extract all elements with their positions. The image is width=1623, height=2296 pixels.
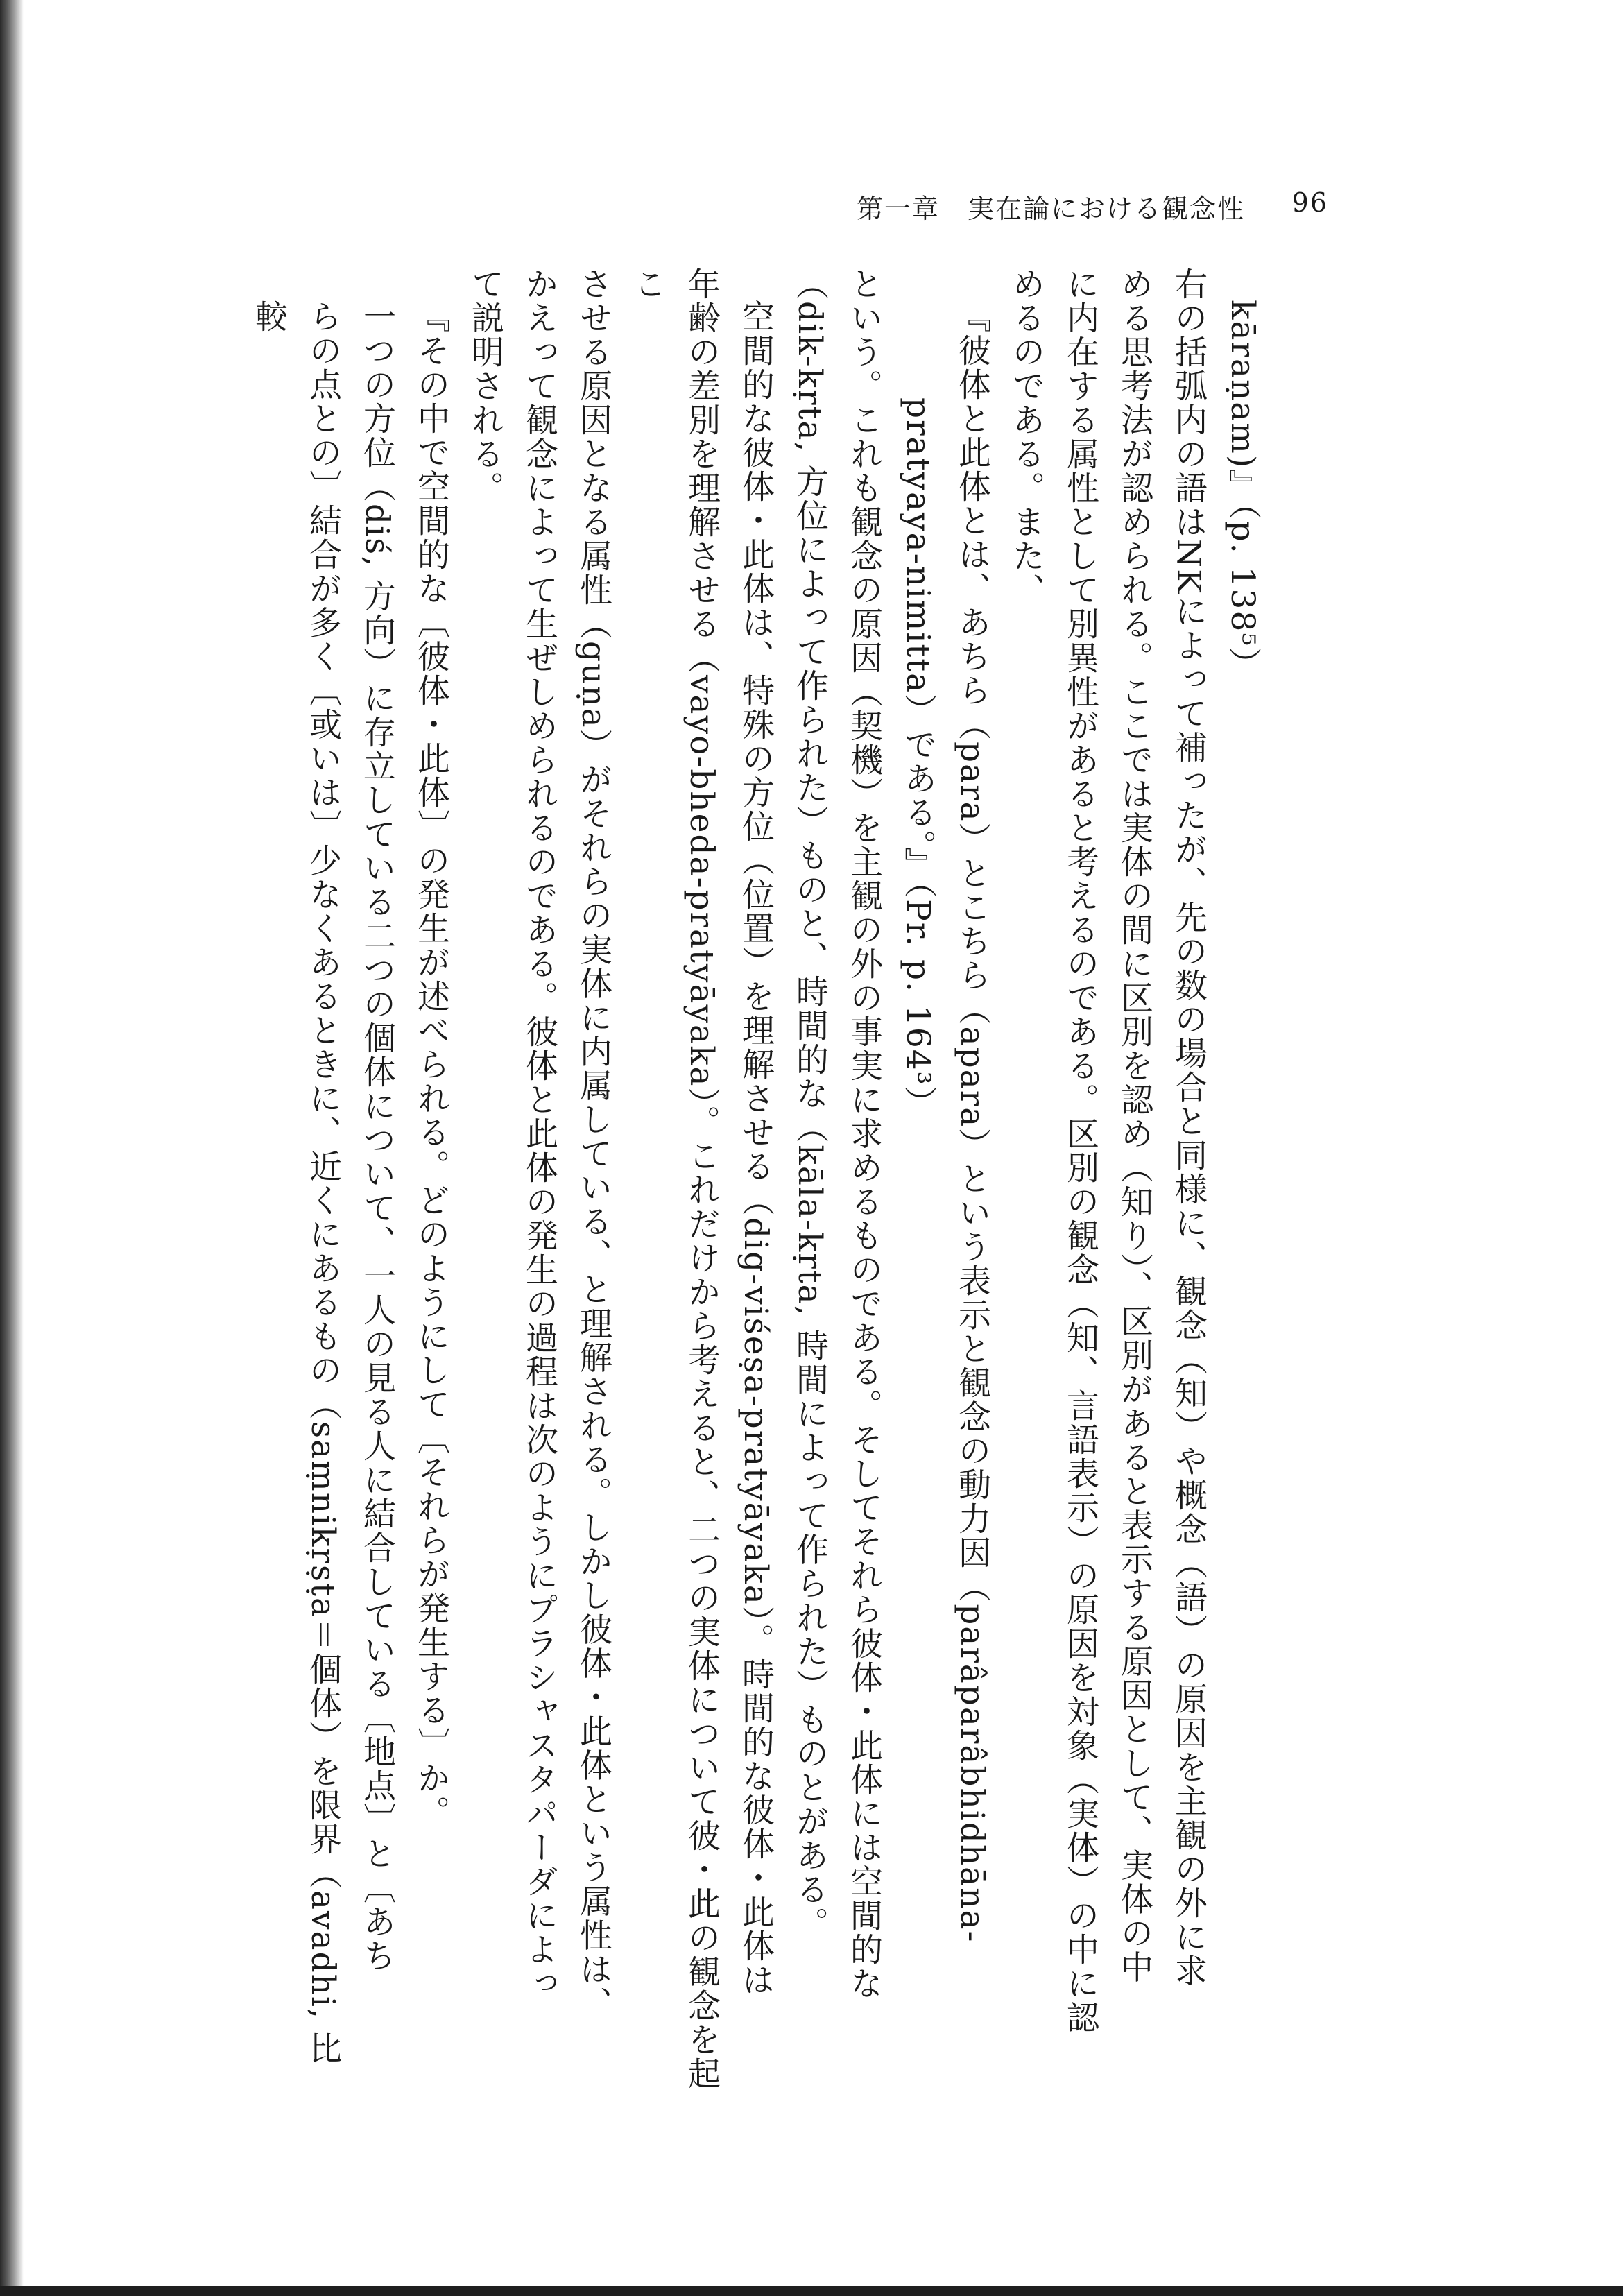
chapter-title: 第一章 実在論における観念性 bbox=[857, 194, 1246, 224]
text-line: という。これも観念の原因（契機）を主観の外の事実に求めるものである。そしてそれら彼体・此体には空間的な bbox=[845, 267, 883, 2001]
text-line: 右の括弧内の語はNKによって補ったが、先の数の場合と同様に、観念（知）や概念（語）の原因を主観の外に求 bbox=[1169, 267, 1208, 1989]
vertical-body-text bbox=[250, 267, 1269, 2098]
text-line: 空間的な彼体・此体は、特殊の方位（位置）を理解させる（dig-viśeṣa-pratyāyaka）。時間的な彼体・此体は bbox=[737, 300, 775, 1998]
text-line: 『その中で空間的な〔彼体・此体〕の発生が述べられる。どのようにして〔それらが発生する〕か。 bbox=[412, 300, 450, 1829]
text-line: させる原因となる属性（guṇa）がそれらの実体に内属している、と理解される。しかし彼体・此体という属性は、 bbox=[574, 267, 612, 2021]
text-line: 年齢の差別を理解させる（vayo-bheda-pratyāyaka）。これだけから考えると、二つの実体について彼・此の観念を起こ bbox=[628, 267, 721, 2091]
text-line: かえって観念によって生ぜしめられるのである。彼体と此体の発生の過程は次のようにプラシャスタパーダによっ bbox=[520, 267, 558, 2001]
page-number: 96 bbox=[1291, 187, 1328, 218]
text-line: める思考法が認められる。ここでは実体の間に区別を認め（知り）、区別があると表示する原因として、実体の中 bbox=[1115, 267, 1153, 1985]
text-line: めるのである。また、 bbox=[1007, 267, 1045, 607]
text-line: に内在する属性として別異性があると考えるのである。区別の観念（知、言語表示）の原因を対象（実体）の中に認 bbox=[1061, 267, 1099, 2034]
text-line: pratyaya-nimitta）である。』（Pr. p. 164³） bbox=[899, 397, 937, 1120]
text-line: kāraṇam)』（p. 138⁵） bbox=[1223, 300, 1262, 682]
text-line: （dik-kṛta, 方位によって作られた）ものと、時間的な（kāla-kṛta, 時間によって作られた）ものとがある。 bbox=[791, 267, 829, 1941]
text-line: 一つの方位（diś, 方向）に存立している二つの個体について、一人の見る人に結合している〔地点〕と〔あち bbox=[358, 300, 396, 1973]
scan-bottom-edge bbox=[0, 2286, 1623, 2296]
text-line: て説明される。 bbox=[466, 267, 504, 505]
running-header bbox=[857, 187, 1328, 229]
text-line: 『彼体と此体とは、あちら（para）とこちら（apara）という表示と観念の動力因（parâparâbhidhāna- bbox=[953, 300, 991, 1944]
text-line: らの点との〕結合が多く〔或いは〕少なくあるときに、近くにあるもの（saṃnikṛṣṭa＝個体）を限界（avadhi, 比較 bbox=[250, 300, 342, 2066]
scan-edge-shadow bbox=[0, 0, 24, 2296]
